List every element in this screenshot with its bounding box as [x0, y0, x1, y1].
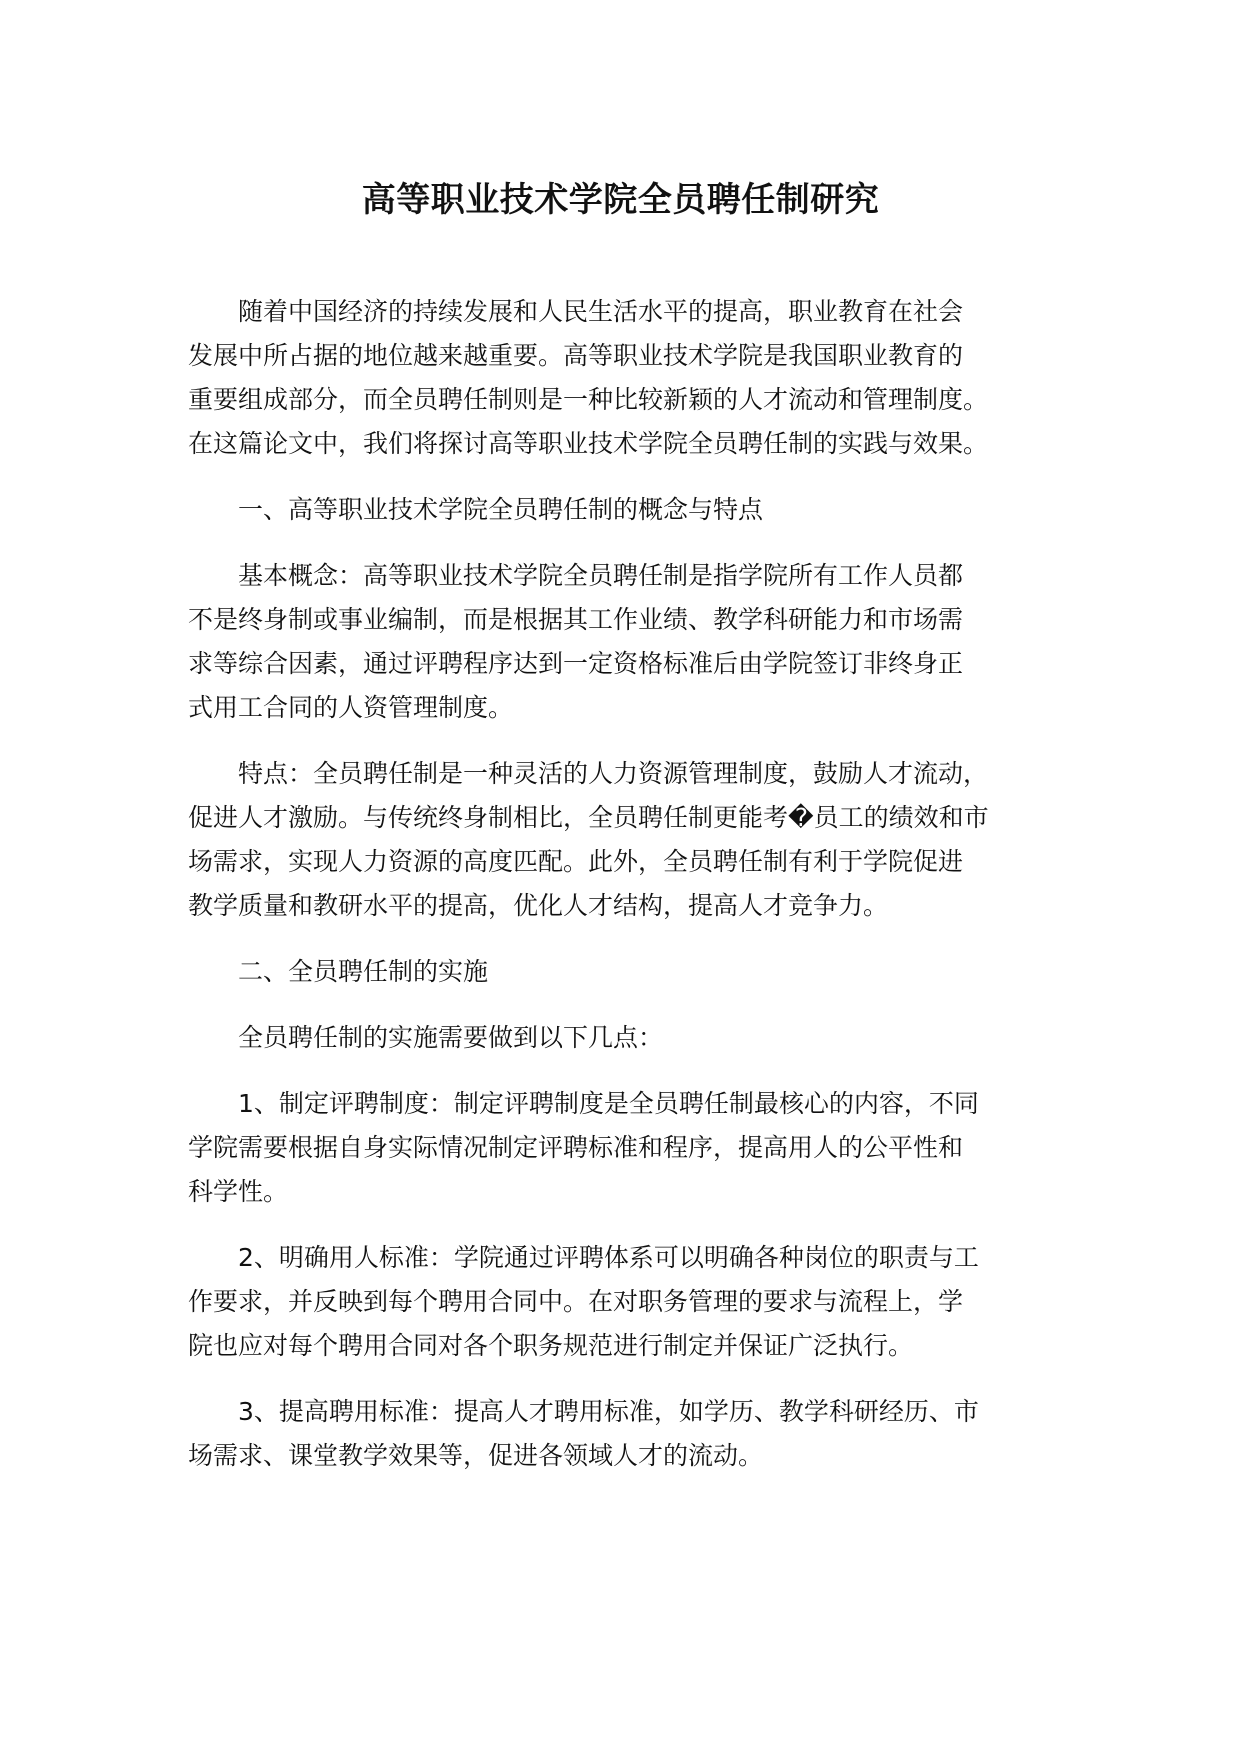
text-line: 求等综合因素，通过评聘程序达到一定资格标准后由学院签订非终身正 [188, 649, 964, 678]
text-line: 特点：全员聘任制是一种灵活的人力资源管理制度，鼓励人才流动， [238, 759, 989, 788]
text-line: 二、全员聘任制的实施 [238, 957, 489, 986]
text-line: 促进人才激励。与传统终身制相比，全员聘任制更能考�员工的绩效和市 [188, 803, 989, 832]
document-body [188, 290, 1078, 1500]
paragraph [188, 752, 1078, 928]
text-line: 2、明确用人标准：学院通过评聘体系可以明确各种岗位的职责与工 [238, 1243, 979, 1272]
text-line: 学院需要根据自身实际情况制定评聘标准和程序，提高用人的公平性和 [188, 1133, 964, 1162]
text-line: 全员聘任制的实施需要做到以下几点： [238, 1023, 664, 1052]
text-line: 场需求、课堂教学效果等，促进各领域人才的流动。 [188, 1441, 764, 1470]
text-line: 场需求，实现人力资源的高度匹配。此外，全员聘任制有利于学院促进 [188, 847, 964, 876]
paragraph [188, 1236, 1078, 1368]
text-line: 重要组成部分，而全员聘任制则是一种比较新颖的人才流动和管理制度。 [188, 385, 989, 414]
text-line: 1、制定评聘制度：制定评聘制度是全员聘任制最核心的内容，不同 [238, 1089, 979, 1118]
document-title: 高等职业技术学院全员聘任制研究 [361, 180, 880, 220]
paragraph [188, 290, 1078, 466]
text-line: 科学性。 [188, 1177, 289, 1206]
paragraph [188, 1390, 1078, 1478]
section-heading [188, 950, 1078, 994]
text-line: 一、高等职业技术学院全员聘任制的概念与特点 [238, 495, 764, 524]
section-heading [188, 488, 1078, 532]
text-line: 3、提高聘用标准：提高人才聘用标准，如学历、教学科研经历、市 [238, 1397, 979, 1426]
text-line: 不是终身制或事业编制，而是根据其工作业绩、教学科研能力和市场需 [188, 605, 964, 634]
text-line: 作要求，并反映到每个聘用合同中。在对职务管理的要求与流程上，学 [188, 1287, 964, 1316]
text-line: 院也应对每个聘用合同对各个职务规范进行制定并保证广泛执行。 [188, 1331, 914, 1360]
text-line: 式用工合同的人资管理制度。 [188, 693, 514, 722]
section-heading [188, 1016, 1078, 1060]
text-line: 基本概念：高等职业技术学院全员聘任制是指学院所有工作人员都 [238, 561, 964, 590]
paragraph [188, 554, 1078, 730]
paragraph [188, 1082, 1078, 1214]
text-line: 随着中国经济的持续发展和人民生活水平的提高，职业教育在社会 [238, 297, 964, 326]
text-line: 教学质量和教研水平的提高，优化人才结构，提高人才竞争力。 [188, 891, 889, 920]
text-line: 在这篇论文中，我们将探讨高等职业技术学院全员聘任制的实践与效果。 [188, 429, 989, 458]
text-line: 发展中所占据的地位越来越重要。高等职业技术学院是我国职业教育的 [188, 341, 964, 370]
